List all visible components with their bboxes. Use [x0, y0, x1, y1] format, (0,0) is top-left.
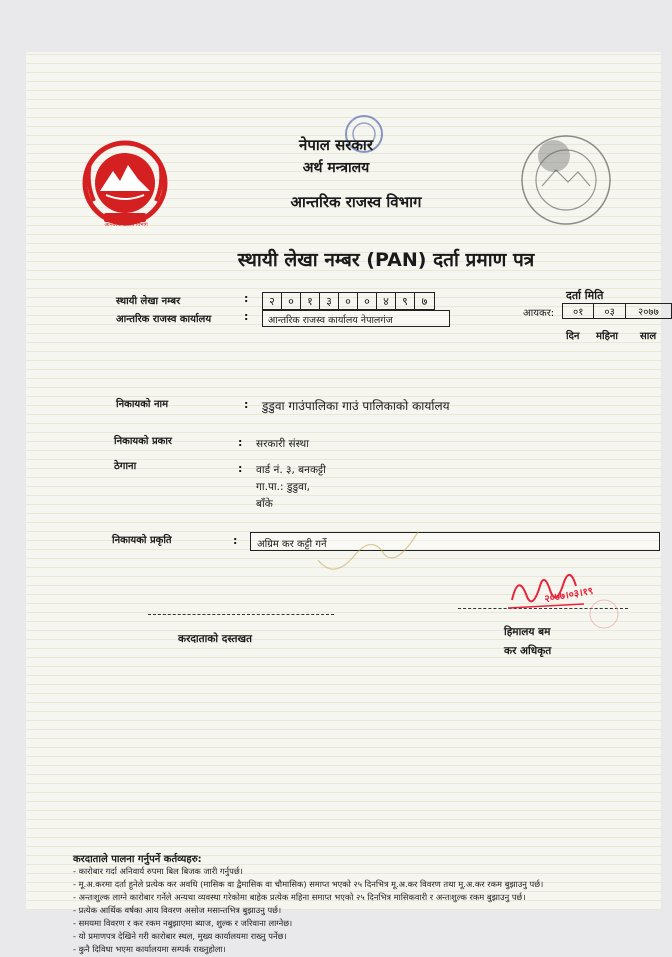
duty-item: - मू.अ.करमा दर्ता हुनेले प्रत्येक कर अवधि (मासिक वा द्वैमासिक वा चौमासिक) समाप्त भएको २५ दिनभित्र मू.अ.कर विवरण तथा मू.अ.कर रकम बुझाउनु पर्छ। — [73, 879, 544, 889]
entity-nature-value: अग्रिम कर कट्टी गर्ने — [250, 532, 660, 551]
pan-digit-boxes — [262, 292, 435, 310]
colon: : — [244, 398, 249, 411]
duty-item: - प्रत्येक आर्थिक वर्षका आय विवरण असोज मसान्तभित्र बुझाउनु पर्छ। — [73, 905, 282, 915]
certificate-page — [26, 52, 661, 954]
colon: : — [238, 436, 243, 449]
duty-item: - कारोबार गर्दा अनिवार्य रुपमा बिल बिजक जारी गर्नुपर्छ। — [73, 866, 243, 876]
duty-item: - समयमा विवरण र कर रकम नबुझाएमा ब्याज, शुल्क र जरिवाना लाग्नेछ। — [73, 918, 293, 928]
registration-date-label: दर्ता मिति — [566, 289, 604, 302]
government-title: नेपाल सरकार — [299, 136, 373, 154]
year-label: साल — [640, 331, 657, 342]
office-value: आन्तरिक राजस्व कार्यालय नेपालगंज — [262, 310, 450, 327]
officer-name: हिमालय बम — [504, 626, 551, 638]
municipality-seal-icon — [514, 130, 624, 238]
day-label: दिन — [566, 331, 580, 342]
entity-type-value: सरकारी संस्था — [256, 438, 309, 450]
duty-item: - अन्तःशुल्क लाग्ने कारोबार गर्नेले अन्यथा व्यवस्था गरेकोमा बाहेक प्रत्येक महिना समाप्त भएको २५ दिनभित्र मासिकवारी र अन्तःशुल्क रकम बुझाउनु पर्छ। — [73, 892, 526, 902]
pan-digit: ९ — [396, 293, 415, 309]
date-day: ०१ — [563, 304, 594, 318]
duty-item: - कुनै दिविधा भएमा कार्यालयमा सम्पर्क राख्नुहोला। — [73, 944, 226, 954]
pan-digit: ० — [282, 293, 301, 309]
entity-name-label: निकायको नाम — [116, 399, 169, 410]
date-prefix: आयकर: — [523, 308, 555, 319]
pan-digit: ४ — [377, 293, 396, 309]
address-line-3: बाँके — [256, 498, 273, 510]
address-line-1: वार्ड नं. ३, बनकट्टी — [256, 464, 326, 476]
department-title: आन्तरिक राजस्व विभाग — [290, 193, 422, 211]
date-year: २०७७ — [638, 307, 659, 318]
duties-title: करदाताले पालना गर्नुपर्ने कर्तव्यहरु: — [73, 854, 202, 865]
duties-list — [73, 866, 659, 957]
colon: : — [238, 462, 243, 475]
taxpayer-signature-line — [148, 614, 334, 615]
duty-item: - यो प्रमाणपत्र देखिने गरी कारोबार स्थल, मुख्य कार्यालयमा राख्नु पर्नेछ। — [73, 931, 287, 941]
address-label: ठेगाना — [114, 461, 137, 472]
officer-title: कर अधिकृत — [504, 645, 552, 657]
handwritten-date: २०७७।०३।१९ — [543, 585, 595, 606]
registration-date-boxes — [562, 303, 672, 319]
emblem-caption: आन्तरिक राजस्व विभाग — [104, 222, 148, 228]
address-line-2: गा.पा.: डुडुवा, — [256, 481, 310, 493]
pan-digit: २ — [263, 293, 282, 309]
month-label: महिना — [596, 331, 619, 342]
entity-nature-label: निकायको प्रकृति — [112, 535, 172, 546]
nepal-emblem-icon — [78, 137, 173, 232]
colon: : — [244, 292, 249, 305]
entity-name-value: डुडुवा गाउंपालिका गाउं पालिकाको कार्यालय — [262, 399, 450, 413]
entity-type-label: निकायको प्रकार — [114, 436, 173, 447]
pan-digit: ० — [358, 293, 377, 309]
colon: : — [244, 310, 249, 323]
ministry-title: अर्थ मन्त्रालय — [302, 160, 370, 176]
handwritten-mark-icon — [314, 524, 424, 584]
pan-digit: १ — [301, 293, 320, 309]
document-title: स्थायी लेखा नम्बर (PAN) दर्ता प्रमाण पत्र — [237, 249, 535, 271]
taxpayer-signature-label: करदाताको दस्तखत — [178, 633, 253, 645]
pan-digit: ७ — [421, 294, 428, 308]
office-label: आन्तरिक राजस्व कार्यालय — [116, 314, 212, 325]
date-month: ०३ — [594, 304, 625, 318]
pan-digit: ३ — [320, 293, 339, 309]
colon: : — [233, 534, 238, 547]
pan-digit: ० — [339, 293, 358, 309]
pan-label: स्थायी लेखा नम्बर — [116, 296, 181, 307]
